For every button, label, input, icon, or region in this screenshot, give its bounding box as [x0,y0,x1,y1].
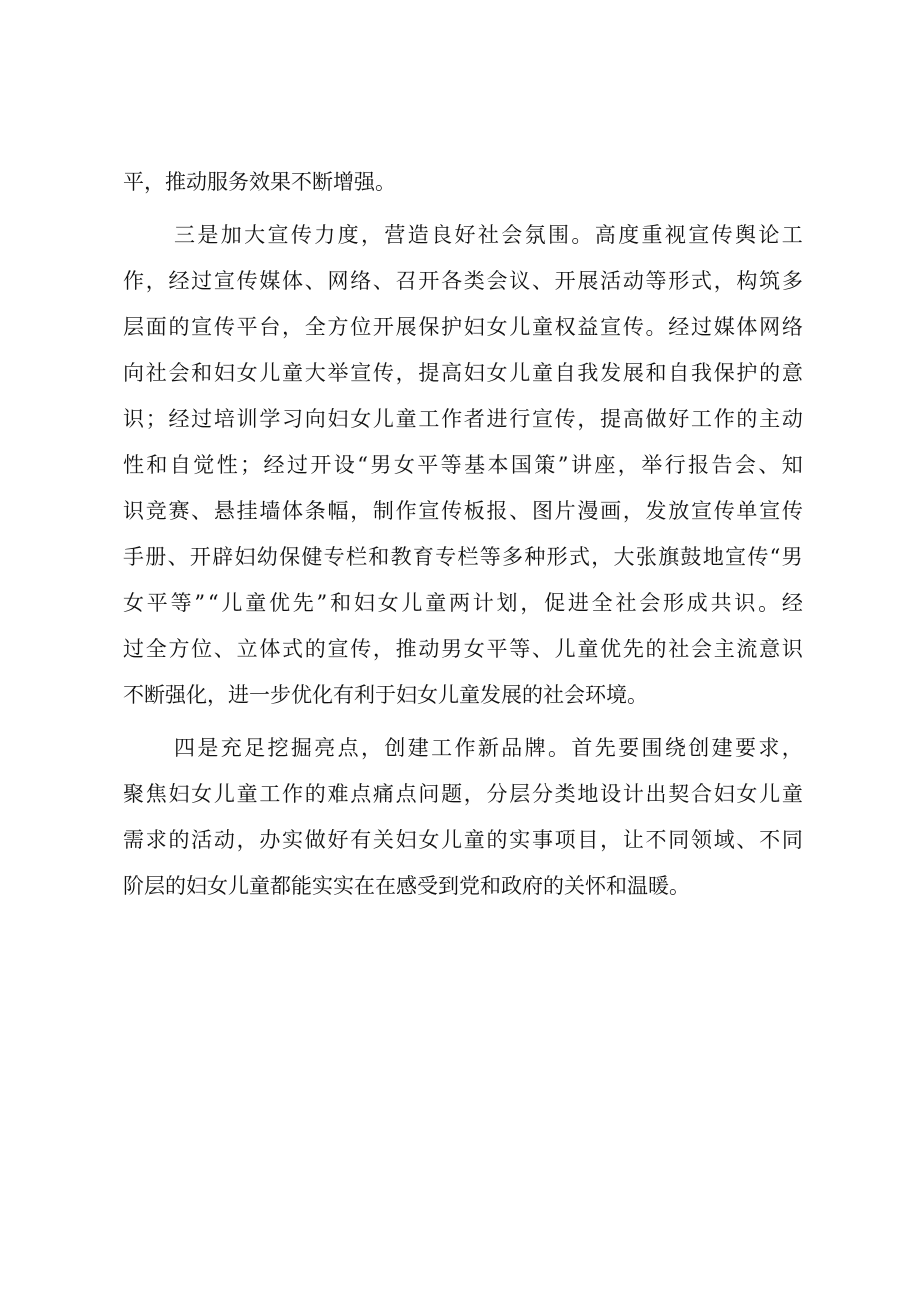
paragraph-line: 作 ， 经 过 宣 传 媒 体 、 网 络 、 召 开 各 类 会 议 、 开 展 活 动 等 形 式 ， 构 筑 多 [123,269,803,293]
paragraph-line: 四 是 充 足 挖 掘 亮 点 ， 创 建 工 作 新 品 牌 。 首 先 要 围 绕 创 建 要 求 ， [174,736,803,760]
paragraph-line: 层 面 的 宣 传 平 台 ， 全 方 位 开 展 保 护 妇 女 儿 童 权 益 宣 传 。 经 过 媒 体 网 络 [123,315,803,339]
paragraph-line: 过 全 方 位 、 立 体 式 的 宣 传 ， 推 动 男 女 平 等 、 儿 童 优 先 的 社 会 主 流 意 识 [123,637,803,661]
paragraph-line: 女 平 等 ” “ 儿 童 优 先 ” 和 妇 女 儿 童 两 计 划 ， 促 进 全 社 会 形 成 共 识 。 经 [123,591,803,615]
paragraph-line: 阶层的妇女儿童都能实实在在感受到党和政府的关怀和温暖。 [123,874,690,898]
paragraph-line: 识 竞 赛 、 悬 挂 墙 体 条 幅 ， 制 作 宣 传 板 报 、 图 片 漫 画 ， 发 放 宣 传 单 宣 传 [123,499,803,523]
paragraph-line: 识 ； 经 过 培 训 学 习 向 妇 女 儿 童 工 作 者 进 行 宣 传 ， 提 高 做 好 工 作 的 主 动 [123,407,803,431]
paragraph-line: 手 册 、 开 辟 妇 幼 保 健 专 栏 和 教 育 专 栏 等 多 种 形 式 ， 大 张 旗 鼓 地 宣 传 “ 男 [123,545,803,569]
paragraph-line: 三 是 加 大 宣 传 力 度 ， 营 造 良 好 社 会 氛 围 。 高 度 重 视 宣 传 舆 论 工 [174,223,803,247]
paragraph-line: 性 和 自 觉 性 ； 经 过 开 设 “ 男 女 平 等 基 本 国 策 ” 讲 座 ， 举 行 报 告 会 、 知 [123,453,803,477]
paragraph-line: 聚 焦 妇 女 儿 童 工 作 的 难 点 痛 点 问 题 ， 分 层 分 类 地 设 计 出 契 合 妇 女 儿 童 [123,782,803,806]
paragraph-line: 需 求 的 活 动 ， 办 实 做 好 有 关 妇 女 儿 童 的 实 事 项 目 ， 让 不 同 领 域 、 不 同 [123,828,803,852]
paragraph-line: 不断强化，进一步优化有利于妇女儿童发展的社会环境。 [123,683,648,707]
paragraph-line: 平，推动服务效果不断增强。 [123,170,396,194]
paragraph-line: 向 社 会 和 妇 女 儿 童 大 举 宣 传 ， 提 高 妇 女 儿 童 自 我 发 展 和 自 我 保 护 的 意 [123,361,803,385]
